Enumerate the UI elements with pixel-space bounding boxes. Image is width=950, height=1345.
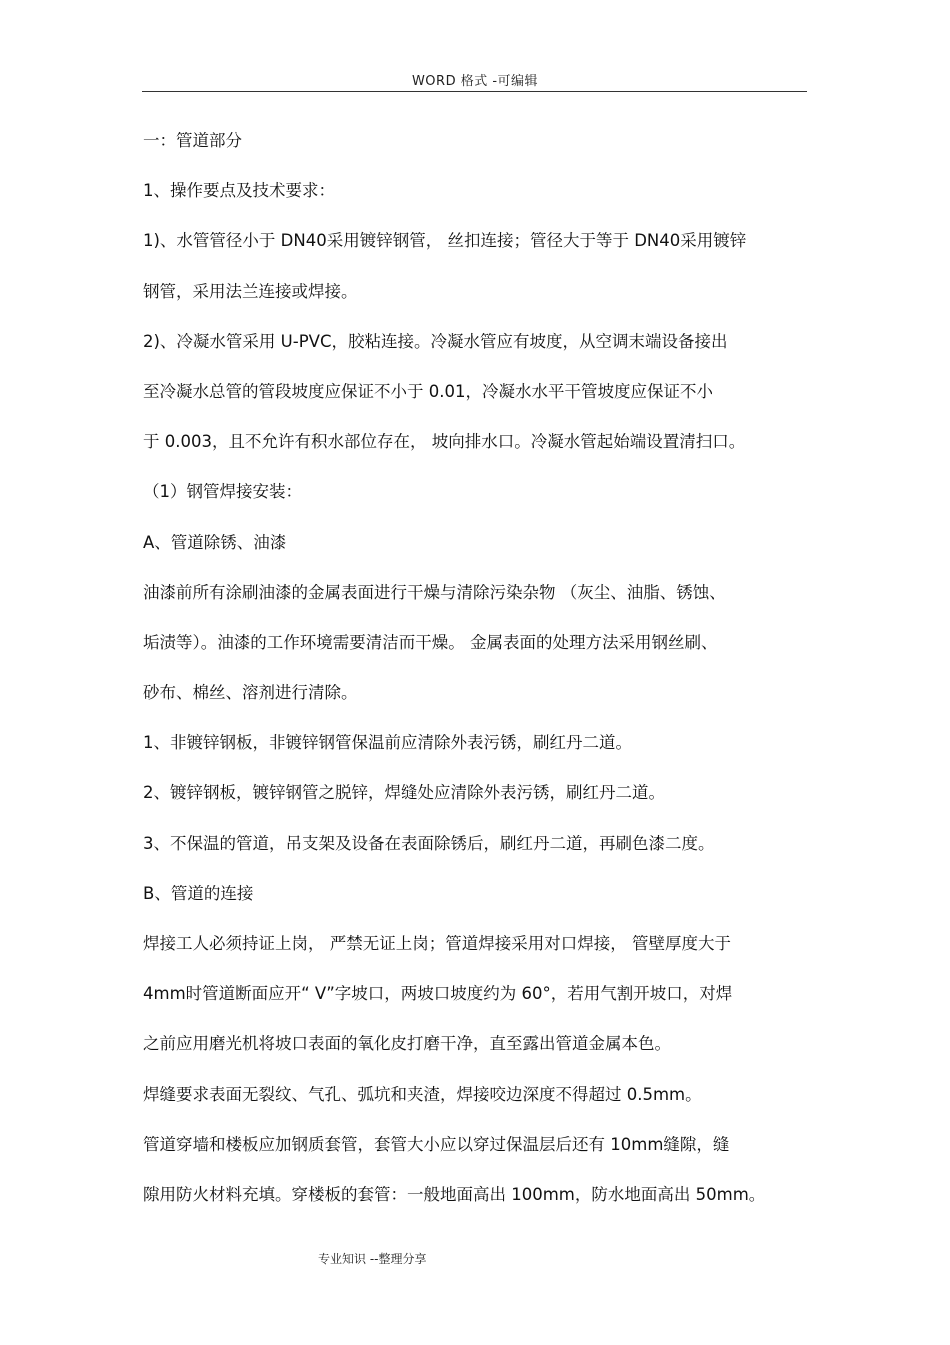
subsection-heading: A、管道除锈、油漆 [143,532,287,552]
paragraph-line: 垢渍等）。油漆的工作环境需要清洁而干燥。 金属表面的处理方法采用钢丝刷、 [143,632,718,652]
paragraph-line: 焊缝要求表面无裂纹、气孔、弧坑和夹渣，焊接咬边深度不得超过 0.5mm。 [143,1084,702,1104]
paragraph-line: 1)、水管管径小于 DN40采用镀锌钢管， 丝扣连接；管径大于等于 DN40采用镀锌 [143,231,747,251]
document-body [143,126,808,1230]
page-header: WORD 格式 -可编辑 [411,74,539,89]
paragraph-line: 油漆前所有涂刷油漆的金属表面进行干燥与清除污染杂物 （灰尘、油脂、锈蚀、 [143,582,726,602]
paragraph-line: 4mm时管道断面应开“ V”字坡口，两坡口坡度约为 60°，若用气割开坡口，对焊 [143,984,733,1004]
page-footer: 专业知识 --整理分享 [318,1252,427,1266]
list-item: 1、非镀锌钢板，非镀锌钢管保温前应清除外表污锈，刷红丹二道。 [143,733,632,753]
list-item: 2、镀锌钢板，镀锌钢管之脱锌，焊缝处应清除外表污锈，刷红丹二道。 [143,783,665,803]
list-item: 3、不保温的管道，吊支架及设备在表面除锈后，刷红丹二道，再刷色漆二度。 [143,833,715,853]
paragraph-line: 于 0.003，且不允许有积水部位存在， 坡向排水口。冷凝水管起始端设置清扫口。 [143,432,746,452]
paragraph-line: 2)、冷凝水管采用 U-PVC，胶粘连接。冷凝水管应有坡度，从空调末端设备接出 [143,331,728,351]
paragraph-line: 隙用防火材料充填。穿楼板的套管：一般地面高出 100mm，防水地面高出 50mm。 [143,1184,766,1204]
subsection-heading: B、管道的连接 [143,883,254,903]
paragraph-line: 管道穿墙和楼板应加钢质套管，套管大小应以穿过保温层后还有 10mm缝隙，缝 [143,1134,730,1154]
subsection-heading: 1、操作要点及技术要求： [143,181,335,201]
paragraph-line: 砂布、棉丝、溶剂进行清除。 [143,683,358,703]
section-heading: 一：管道部分 [143,131,242,150]
paragraph-line: 钢管，采用法兰连接或焊接。 [143,281,358,301]
paragraph-line: 至冷凝水总管的管段坡度应保证不小于 0.01，冷凝水水平干管坡度应保证不小 [143,381,713,401]
subsection-heading: （1）钢管焊接安装： [143,482,302,502]
paragraph-line: 之前应用磨光机将坡口表面的氧化皮打磨干净，直至露出管道金属本色。 [143,1034,671,1054]
paragraph-line: 焊接工人必须持证上岗， 严禁无证上岗；管道焊接采用对口焊接， 管壁厚度大于 [143,934,731,953]
header-rule [142,91,807,92]
